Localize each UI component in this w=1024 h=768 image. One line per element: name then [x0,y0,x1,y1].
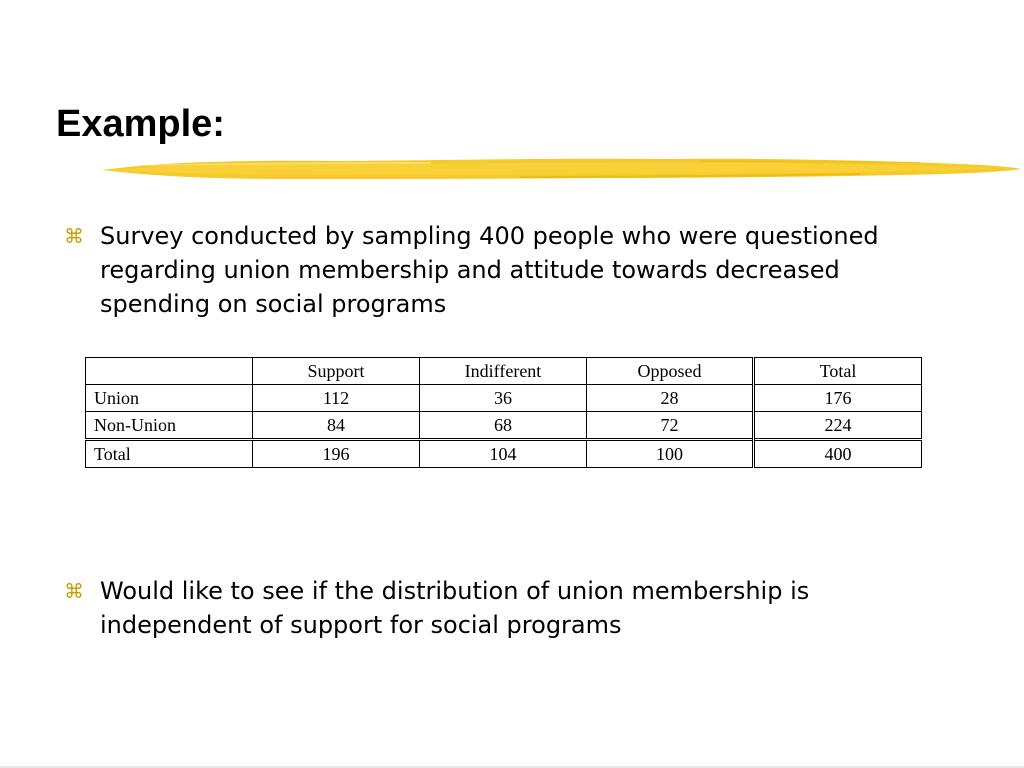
command-key-icon: ⌘ [64,579,84,603]
table-header-row [86,358,922,385]
bullet-item [64,574,924,642]
table-header-cell [86,358,253,385]
table-cell: 36 [420,385,587,412]
command-key-icon: ⌘ [64,224,84,248]
table-header-cell: Total [754,358,922,385]
table-cell: 224 [754,412,922,440]
table-row [86,412,922,440]
bullet-item [64,219,924,321]
table-row-label: Total [86,440,253,468]
table-cell: 72 [587,412,754,440]
table-cell: 68 [420,412,587,440]
bullet-text: Would like to see if the distribution of union membership is independent of support for social programs [100,577,810,639]
table-row-label: Non-Union [86,412,253,440]
table-header-cell: Opposed [587,358,754,385]
union-support-table [85,357,922,468]
yellow-brush-stroke-decoration [100,148,1024,192]
table-row [86,385,922,412]
table-total-row [86,440,922,468]
table-header-cell: Support [253,358,420,385]
bullet-text: Survey conducted by sampling 400 people who were questioned regarding union membership and attitude towards decreased spending on social programs [100,222,879,318]
table-cell: 104 [420,440,587,468]
table-cell: 100 [587,440,754,468]
slide-title: Example: [56,103,225,145]
table-cell: 400 [754,440,922,468]
table-header-cell: Indifferent [420,358,587,385]
table-cell: 84 [253,412,420,440]
table-cell: 196 [253,440,420,468]
table-cell: 176 [754,385,922,412]
table-row-label: Union [86,385,253,412]
table-cell: 112 [253,385,420,412]
table-cell: 28 [587,385,754,412]
